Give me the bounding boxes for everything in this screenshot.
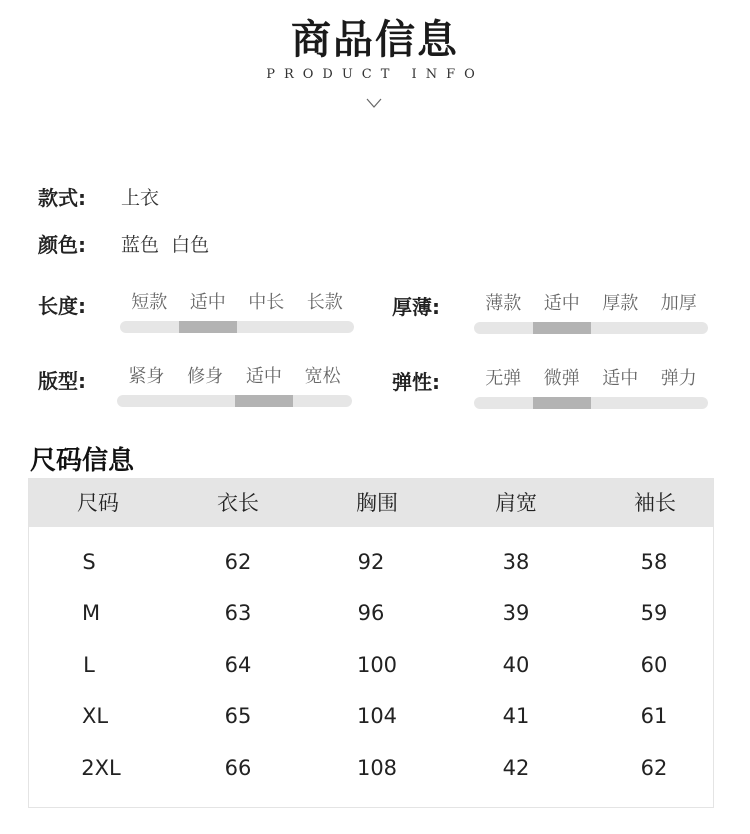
color-value: 蓝色 白色 — [121, 234, 210, 256]
thickness-scale — [474, 289, 708, 337]
color-label: 颜色: — [38, 233, 86, 257]
length-option: 短款 — [131, 292, 168, 313]
elasticity-scale — [474, 364, 708, 412]
thickness-track — [474, 322, 708, 334]
cell-shoulder: 42 — [502, 756, 530, 780]
table-row — [29, 593, 713, 633]
table-row — [29, 542, 713, 582]
column-header-sleeve: 袖长 — [634, 491, 676, 515]
cell-size: S — [82, 550, 96, 574]
cell-length: 65 — [224, 704, 252, 728]
thickness-option: 薄款 — [485, 293, 522, 314]
table-row — [29, 748, 713, 788]
column-header-size: 尺码 — [77, 491, 119, 515]
cell-sleeve: 60 — [640, 653, 668, 677]
length-option: 适中 — [189, 292, 226, 313]
cell-chest: 108 — [356, 756, 398, 780]
elasticity-option: 适中 — [602, 368, 639, 389]
length-options — [120, 288, 354, 314]
cell-shoulder: 39 — [502, 601, 530, 625]
table-row — [29, 696, 713, 736]
cell-size: M — [81, 601, 101, 625]
elasticity-track — [474, 397, 708, 409]
fit-track — [117, 395, 352, 407]
style-value: 上衣 — [121, 187, 160, 209]
thickness-options — [474, 289, 708, 315]
cell-chest: 104 — [356, 704, 398, 728]
cell-length: 63 — [224, 601, 252, 625]
column-header-chest: 胸围 — [356, 491, 398, 515]
elasticity-label: 弹性: — [392, 370, 440, 394]
cell-length: 66 — [224, 756, 252, 780]
thickness-option: 厚款 — [602, 293, 639, 314]
cell-size: XL — [81, 704, 109, 728]
cell-chest: 100 — [356, 653, 398, 677]
thickness-label: 厚薄: — [392, 295, 440, 319]
fit-option: 宽松 — [304, 366, 341, 387]
cell-chest: 96 — [357, 601, 385, 625]
cell-length: 64 — [224, 653, 252, 677]
table-row — [29, 645, 713, 685]
page-title: 商品信息 — [291, 17, 459, 63]
cell-shoulder: 38 — [502, 550, 530, 574]
elasticity-option: 无弹 — [485, 368, 522, 389]
cell-sleeve: 62 — [640, 756, 668, 780]
cell-length: 62 — [224, 550, 252, 574]
length-label: 长度: — [38, 294, 86, 318]
page-subtitle: PRODUCT INFO — [266, 67, 484, 82]
thickness-selected-indicator — [533, 322, 592, 334]
cell-sleeve: 61 — [640, 704, 668, 728]
column-header-shoulder: 肩宽 — [495, 491, 537, 515]
table-header — [29, 479, 713, 527]
style-label: 款式: — [38, 186, 86, 210]
thickness-option: 适中 — [543, 293, 580, 314]
fit-option: 紧身 — [128, 366, 165, 387]
length-scale — [120, 288, 354, 336]
length-option: 中长 — [248, 292, 285, 313]
fit-label: 版型: — [38, 369, 86, 393]
cell-chest: 92 — [357, 550, 385, 574]
fit-option: 修身 — [187, 366, 224, 387]
elasticity-selected-indicator — [533, 397, 592, 409]
cell-sleeve: 58 — [640, 550, 668, 574]
elasticity-option: 微弹 — [543, 368, 580, 389]
length-selected-indicator — [179, 321, 238, 333]
cell-shoulder: 40 — [502, 653, 530, 677]
size-table — [28, 478, 714, 808]
fit-option: 适中 — [245, 366, 282, 387]
chevron-down-icon — [366, 97, 382, 109]
cell-shoulder: 41 — [502, 704, 530, 728]
size-info-title: 尺码信息 — [30, 446, 135, 476]
elasticity-option: 弹力 — [660, 368, 697, 389]
fit-options — [117, 362, 352, 388]
length-option: 长款 — [306, 292, 343, 313]
cell-sleeve: 59 — [640, 601, 668, 625]
cell-size: L — [83, 653, 95, 677]
column-header-length: 衣长 — [217, 491, 259, 515]
fit-scale — [117, 362, 352, 410]
cell-size: 2XL — [81, 756, 121, 780]
elasticity-options — [474, 364, 708, 390]
thickness-option: 加厚 — [660, 293, 697, 314]
fit-selected-indicator — [235, 395, 294, 407]
length-track — [120, 321, 354, 333]
